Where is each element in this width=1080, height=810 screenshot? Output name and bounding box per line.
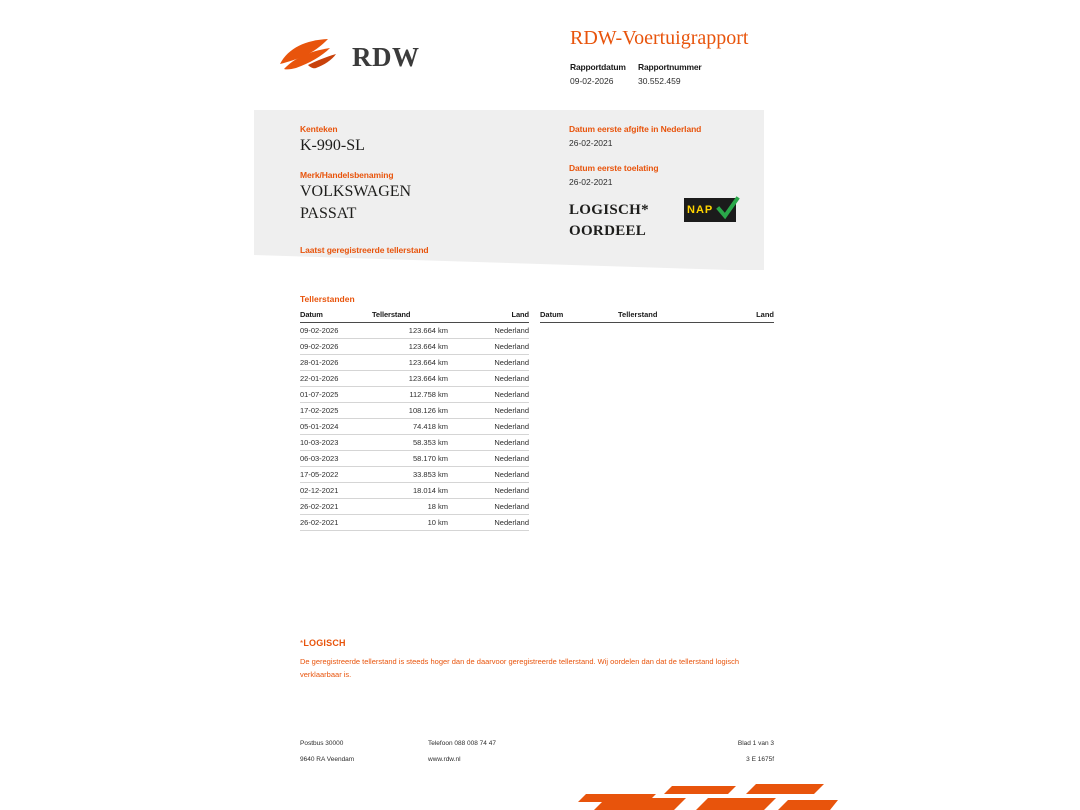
footnote-title: [300, 638, 750, 648]
odometer-section-title: Tellerstanden: [300, 294, 355, 304]
cell-date: 28-01-2026: [300, 355, 372, 371]
vehicle-summary-panel: [254, 110, 764, 270]
eerste-afgifte-label: Datum eerste afgifte in Nederland: [569, 124, 702, 134]
logo-wordmark: RDW: [352, 42, 420, 72]
table-header-row: [300, 310, 529, 323]
report-date-label: Rapportdatum: [570, 62, 626, 72]
odometer-section: [300, 294, 774, 527]
vehicle-dates-group: [569, 124, 759, 187]
table-row: [300, 515, 529, 531]
vehicle-identity-group: [300, 124, 550, 277]
footnote-body: De geregistreerde tellerstand is steeds hoger dan de daarvoor geregistreerde tellerstand. Wij oordelen dan dat de tellerstand logisch verklaarbaar is.: [300, 657, 740, 680]
cell-country: Nederland: [450, 387, 529, 403]
rdw-logo: [278, 20, 478, 76]
footer-page-info: [728, 740, 774, 772]
header-country: Land: [450, 310, 529, 323]
checkmark-icon: [716, 196, 740, 222]
cell-reading: 58.170 km: [372, 451, 450, 467]
cell-reading: 123.664 km: [372, 339, 450, 355]
cell-date: 26-02-2021: [300, 499, 372, 515]
cell-date: 22-01-2026: [300, 371, 372, 387]
eerste-toelating-label: Datum eerste toelating: [569, 163, 659, 173]
cell-country: Nederland: [450, 483, 529, 499]
table-row: [300, 403, 529, 419]
report-number-value: 30.552.459: [638, 76, 681, 86]
cell-reading: 10 km: [372, 515, 450, 531]
report-date-value: 09-02-2026: [570, 76, 614, 86]
cell-country: Nederland: [450, 499, 529, 515]
table-row: [300, 323, 529, 339]
table-header-row-secondary: [540, 310, 774, 323]
cell-reading: 112.758 km: [372, 387, 450, 403]
header-reading: Tellerstand: [372, 310, 450, 323]
cell-country: Nederland: [450, 467, 529, 483]
footer-address-line-2: 9640 RA Veendam: [300, 756, 355, 763]
cell-country: Nederland: [450, 403, 529, 419]
cell-reading: 123.664 km: [372, 323, 450, 339]
table-row: [300, 451, 529, 467]
report-date-block: [570, 62, 626, 86]
kenteken-value: K-990-SL: [300, 137, 365, 154]
cell-date: 05-01-2024: [300, 419, 372, 435]
kenteken-label: Kenteken: [300, 124, 338, 134]
cell-date: 06-03-2023: [300, 451, 372, 467]
table-row: [300, 435, 529, 451]
cell-country: Nederland: [450, 435, 529, 451]
page-title: RDW-Voertuigrapport: [570, 27, 749, 49]
cell-reading: 18 km: [372, 499, 450, 515]
footer-address: [300, 740, 354, 772]
cell-reading: 18.014 km: [372, 483, 450, 499]
merk-label: Merk/Handelsbenaming: [300, 170, 394, 181]
cell-date: 09-02-2026: [300, 339, 372, 355]
table-row: [300, 387, 529, 403]
cell-country: Nederland: [450, 515, 529, 531]
eerste-toelating-value: 26-02-2021: [569, 177, 613, 187]
header-reading-secondary: Tellerstand: [618, 310, 696, 323]
eerste-afgifte-value: 26-02-2021: [569, 138, 613, 148]
table-row: [300, 419, 529, 435]
table-row: [300, 371, 529, 387]
footnote-title-text: LOGISCH: [303, 638, 346, 648]
header-date: Datum: [300, 310, 372, 323]
oordeel-line-1: LOGISCH*: [569, 202, 649, 218]
odometer-table: [300, 310, 529, 531]
footer-address-line-1: Postbus 30000: [300, 740, 344, 747]
merk-value: VOLKSWAGEN: [300, 183, 412, 201]
cell-reading: 123.664 km: [372, 371, 450, 387]
cell-country: Nederland: [450, 339, 529, 355]
footer-contact: [428, 740, 496, 772]
cell-reading: 74.418 km: [372, 419, 450, 435]
report-number-block: [638, 62, 702, 86]
cell-date: 17-02-2025: [300, 403, 372, 419]
oordeel-block: [569, 200, 649, 242]
type-value: PASSAT: [300, 204, 357, 222]
footer-phone: Telefoon 088 008 74 47: [428, 740, 496, 747]
laatste-tellerstand-label: Laatst geregistreerde tellerstand: [300, 245, 429, 256]
odometer-table-secondary: [540, 310, 774, 323]
table-row: [300, 339, 529, 355]
odometer-table-body: [300, 323, 529, 531]
footnote-block: [300, 638, 750, 681]
cell-date: 17-05-2022: [300, 467, 372, 483]
table-row: [300, 467, 529, 483]
cell-reading: 58.353 km: [372, 435, 450, 451]
cell-reading: 33.853 km: [372, 467, 450, 483]
cell-date: 09-02-2026: [300, 323, 372, 339]
odometer-table-right: [540, 310, 774, 323]
header-country-secondary: Land: [696, 310, 774, 323]
nap-badge-label: NAP: [687, 204, 714, 216]
cell-date: 26-02-2021: [300, 515, 372, 531]
table-row: [300, 483, 529, 499]
cell-country: Nederland: [450, 355, 529, 371]
cell-date: 02-12-2021: [300, 483, 372, 499]
table-row: [300, 355, 529, 371]
bottom-decoration-icon: [578, 782, 838, 810]
cell-reading: 108.126 km: [372, 403, 450, 419]
cell-reading: 123.664 km: [372, 355, 450, 371]
cell-date: 10-03-2023: [300, 435, 372, 451]
footnote-star: *: [300, 639, 304, 648]
cell-country: Nederland: [450, 451, 529, 467]
table-row: [300, 499, 529, 515]
cell-country: Nederland: [450, 371, 529, 387]
header-date-secondary: Datum: [540, 310, 618, 323]
rdw-logo-icon: [278, 38, 340, 72]
cell-country: Nederland: [450, 323, 529, 339]
oordeel-line-2: OORDEEL: [569, 223, 647, 239]
footer-form-code: 3 E 1675f: [746, 756, 774, 763]
odometer-table-left: [300, 310, 529, 531]
report-number-label: Rapportnummer: [638, 62, 702, 72]
cell-country: Nederland: [450, 419, 529, 435]
footer-website[interactable]: www.rdw.nl: [428, 756, 461, 763]
footer-page-number: Blad 1 van 3: [737, 740, 774, 747]
cell-date: 01-07-2025: [300, 387, 372, 403]
